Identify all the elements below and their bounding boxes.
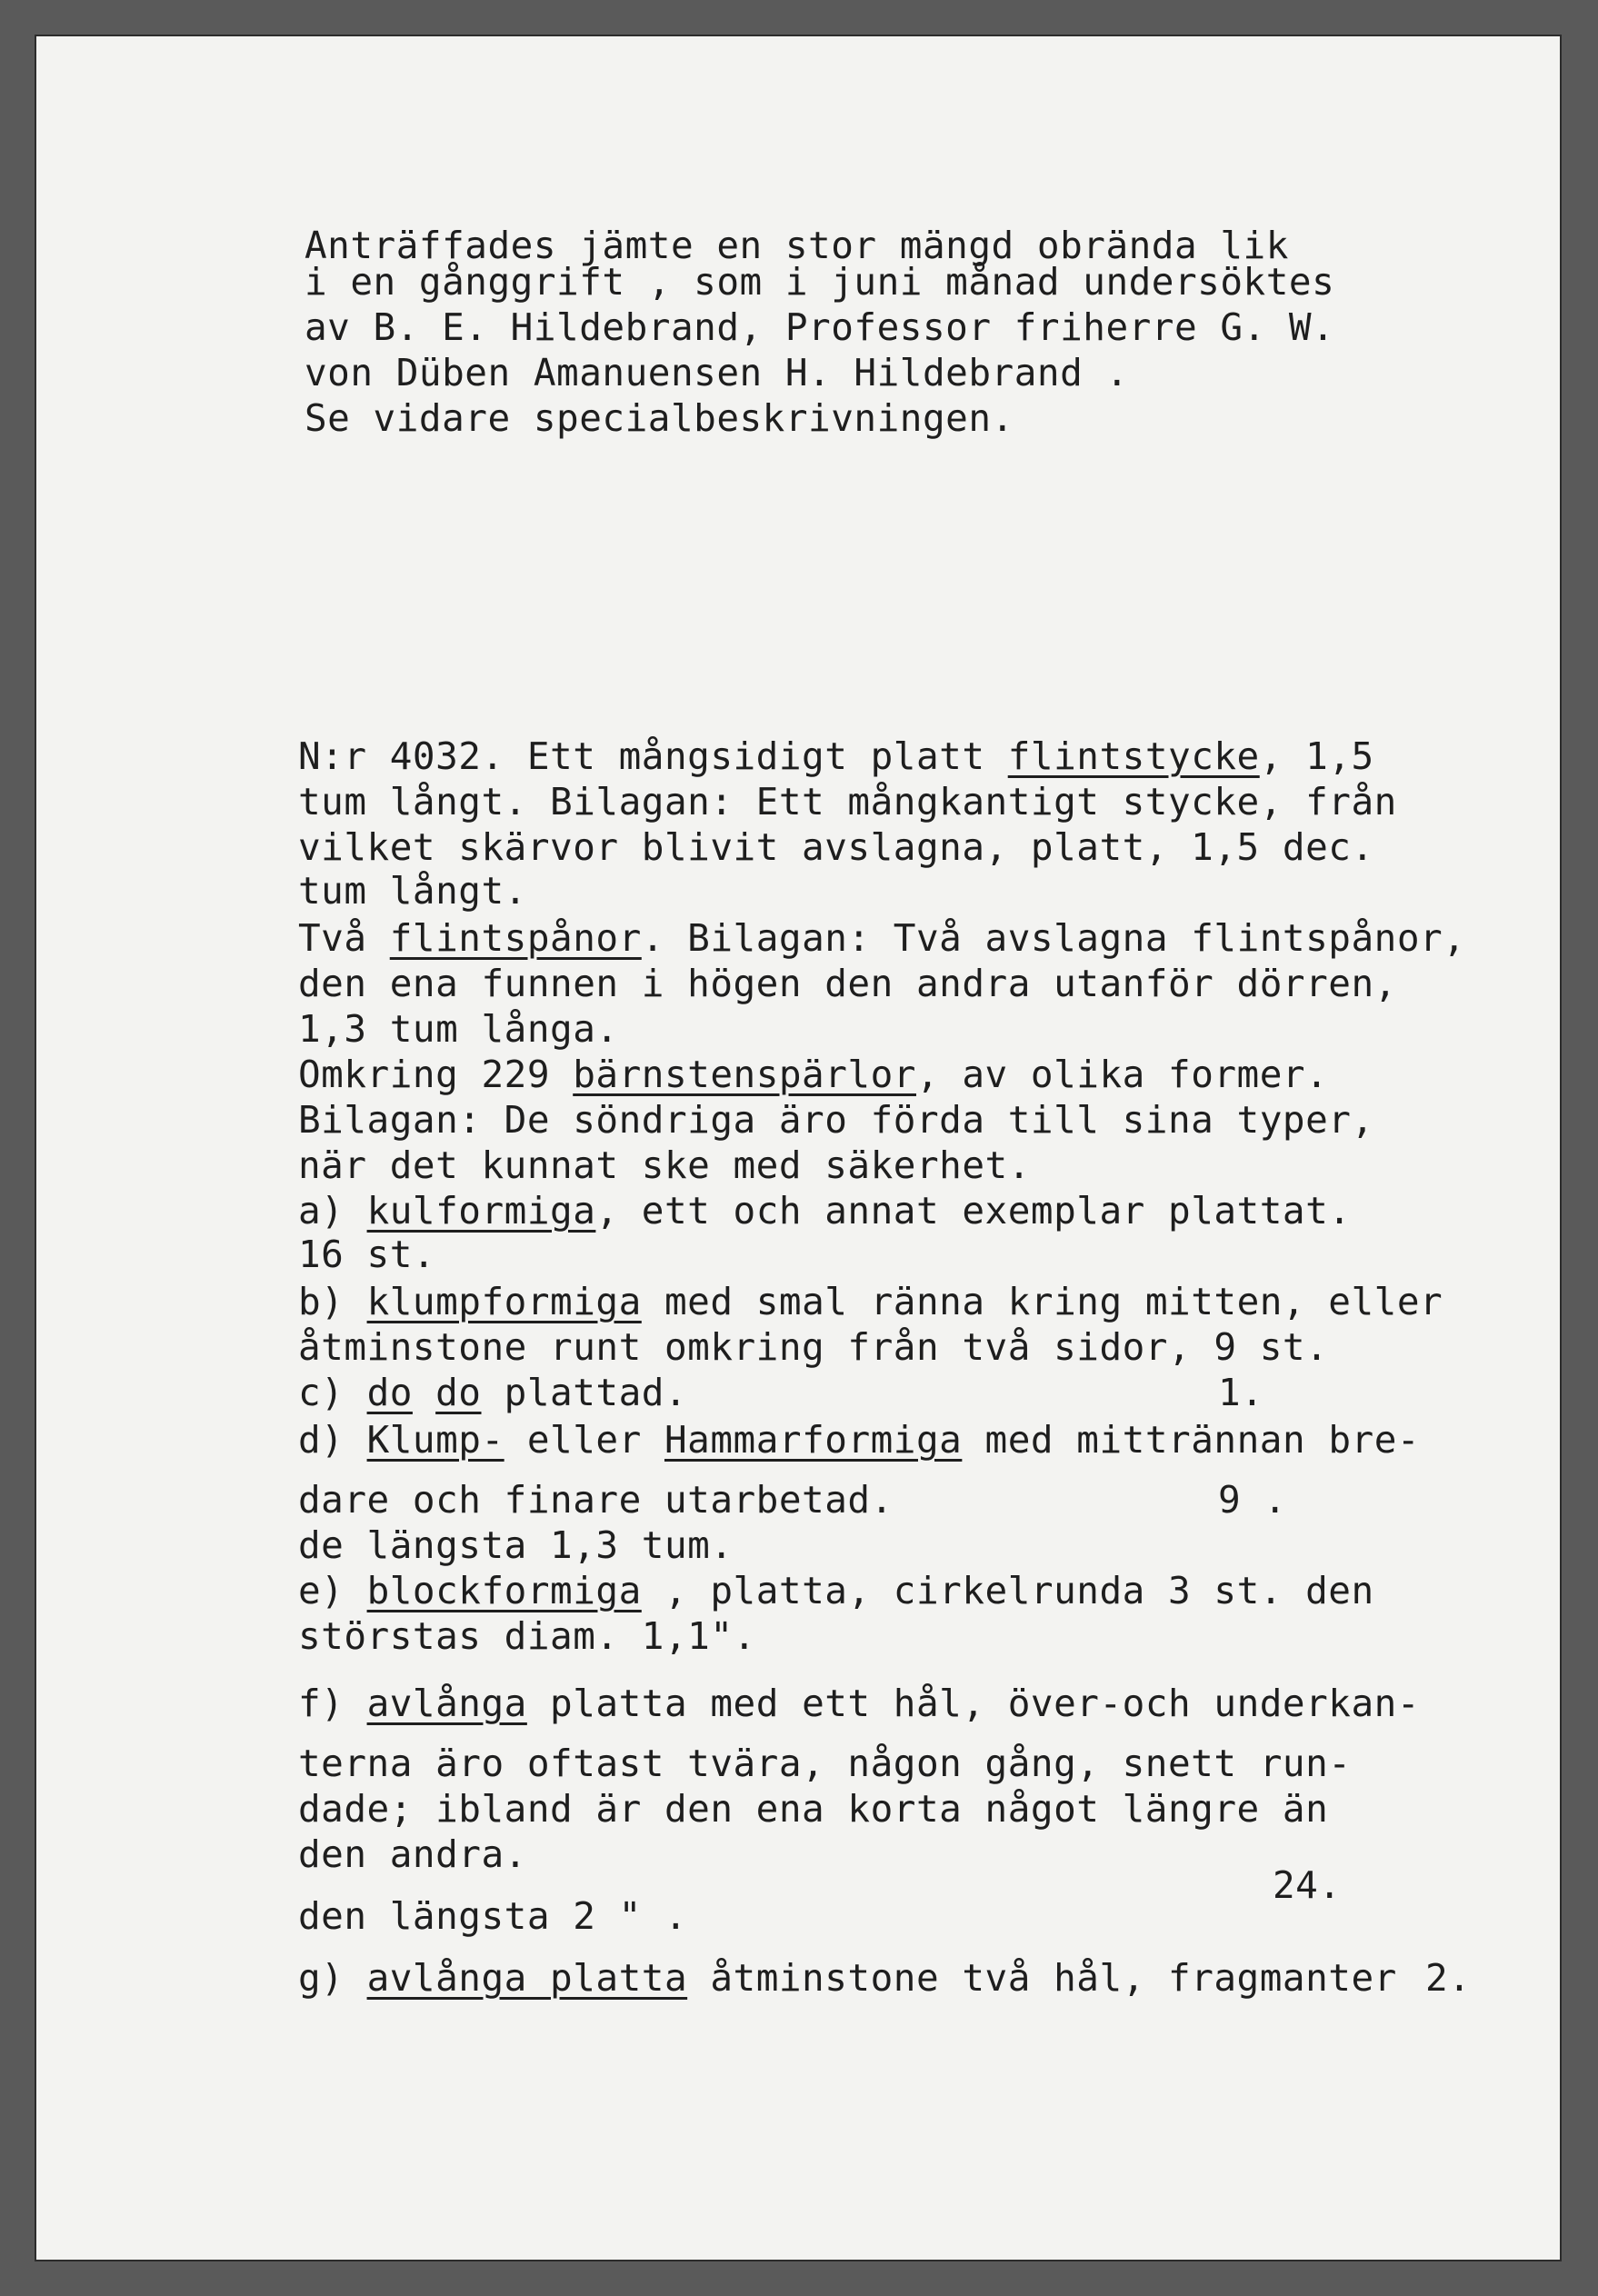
underlined-term: avlånga platta <box>366 1956 688 2000</box>
entry-line-7: 1,3 tum långa. <box>298 1007 619 1051</box>
item-b-line-2: åtminstone runt omkring från två sidor, 9 st. <box>298 1325 1329 1369</box>
item-f-line-2: terna äro oftast tvära, någon gång, snett run- <box>298 1742 1352 1785</box>
underlined-term: Klump- <box>366 1418 504 1462</box>
item-a-count: 16 st. <box>298 1233 436 1276</box>
entry-line-9: Bilagan: De söndriga äro förda till sina typer, <box>298 1098 1374 1142</box>
item-f-line-4: den andra. <box>298 1832 527 1876</box>
item-f-line-5: den längsta 2 " . <box>298 1894 688 1938</box>
entry-line-8: Omkring 229 bärnstenspärlor, av olika former. <box>298 1053 1329 1096</box>
underlined-term: avlånga <box>366 1682 527 1725</box>
entry-line-2: tum långt. Bilagan: Ett mångkantigt stycke, från <box>298 780 1397 824</box>
entry-line-4: tum långt. <box>298 869 527 913</box>
typewritten-card <box>36 36 1560 2260</box>
entry-line-3: vilket skärvor blivit avslagna, platt, 1,5 dec. <box>298 825 1374 869</box>
item-a: a) kulformiga, ett och annat exemplar plattat. <box>298 1189 1352 1233</box>
entry-line-6: den ena funnen i högen den andra utanför dörren, <box>298 962 1397 1005</box>
underlined-term: bärnstenspärlor <box>573 1053 916 1096</box>
item-g-count: 2. <box>1425 1956 1472 2000</box>
item-b: b) klumpformiga med smal ränna kring mitten, eller <box>298 1280 1443 1323</box>
underlined-term: klumpformiga <box>366 1280 642 1323</box>
underlined-term: kulformiga <box>366 1189 596 1233</box>
entry-line-5: Två flintspånor. Bilagan: Två avslagna flintspånor, <box>298 916 1466 960</box>
header-line: Se vidare specialbeskrivningen. <box>305 396 1014 440</box>
underlined-term: Hammarformiga <box>664 1418 963 1462</box>
underlined-term: blockformiga <box>366 1569 642 1612</box>
header-line: von Düben Amanuensen H. Hildebrand . <box>305 351 1129 394</box>
item-e: e) blockformiga , platta, cirkelrunda 3 st. den <box>298 1569 1374 1612</box>
item-g: g) avlånga platta åtminstone två hål, fragmanter <box>298 1956 1397 2000</box>
item-e-line-2: störstas diam. 1,1". <box>298 1614 756 1658</box>
underlined-term: do <box>435 1371 482 1414</box>
item-c: c) do do plattad. <box>298 1371 688 1414</box>
item-d-line-2: dare och finare utarbetad. <box>298 1478 894 1522</box>
underlined-term: do <box>366 1371 413 1414</box>
item-c-count: 1. <box>1218 1371 1264 1414</box>
item-f-line-3: dade; ibland är den ena korta något längre än <box>298 1787 1329 1831</box>
header-line: Anträffades jämte en stor mängd obrända lik <box>305 224 1289 267</box>
underlined-term: flintstycke <box>1007 734 1260 778</box>
item-d: d) Klump- eller Hammarformiga med mittrännan bre- <box>298 1418 1421 1462</box>
underlined-term: flintspånor <box>389 916 642 960</box>
entry-line-1: N:r 4032. Ett mångsidigt platt flintstycke, 1,5 <box>298 734 1374 778</box>
item-f-count: 24. <box>1273 1863 1342 1907</box>
entry-line-10: när det kunnat ske med säkerhet. <box>298 1143 1031 1187</box>
item-d-line-3: de längsta 1,3 tum. <box>298 1523 734 1567</box>
item-f: f) avlånga platta med ett hål, över-och underkan- <box>298 1682 1421 1725</box>
header-line: i en gånggrift , som i juni månad undersöktes <box>305 260 1335 304</box>
item-d-count: 9 . <box>1218 1478 1287 1522</box>
header-line: av B. E. Hildebrand, Professor friherre G. W. <box>305 305 1335 349</box>
